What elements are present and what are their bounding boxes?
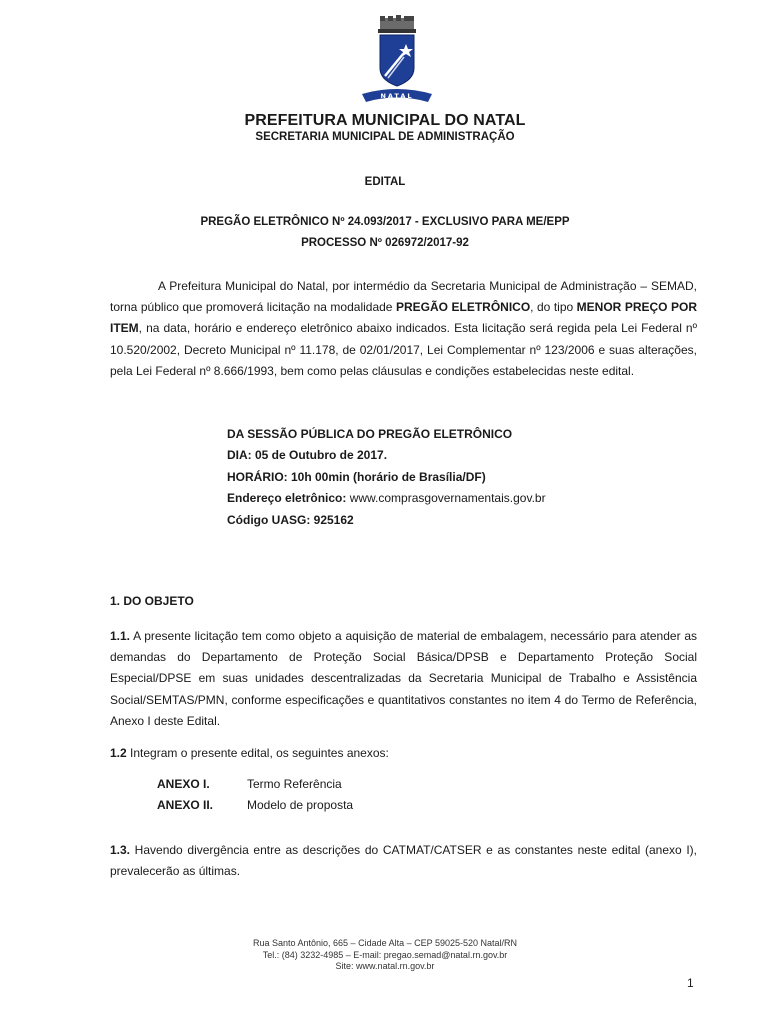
paragraph-1-3: [110, 840, 697, 882]
paragraph-1-2: [110, 743, 697, 764]
logo-ribbon-text: NATAL: [380, 92, 414, 100]
natal-coat-of-arms-logo: [358, 14, 436, 108]
session-time: HORÁRIO: 10h 00min (horário de Brasília/DF): [227, 469, 486, 484]
annex-title: Termo Referência: [247, 777, 342, 791]
intro-type: MENOR PREÇO POR ITEM: [110, 300, 698, 336]
section-heading-objeto: 1. DO OBJETO: [110, 594, 194, 608]
session-uasg: Código UASG: 925162: [227, 512, 354, 527]
footer-address: Rua Santo Antônio, 665 – Cidade Alta – CEP 59025-520 Natal/RN: [252, 938, 517, 948]
session-address-link[interactable]: www.comprasgovernamentais.gov.br: [346, 491, 546, 506]
session-info: [227, 424, 546, 531]
session-address-label: Endereço eletrônico:: [227, 491, 347, 506]
page-footer: [0, 938, 770, 973]
intro-paragraph: [110, 276, 697, 382]
process-number: PROCESSO Nº 026972/2017-92: [301, 237, 469, 249]
paragraph-text: A presente licitação tem como objeto a aquisição de material de embalagem, necessário para atender as demandas do Departamento de Proteção Social Básica/DPSB e Departamento Proteção Social Especial/DPSE em suas unidades descentralizadas da Secretaria Municipal de Trabalho e Assistência Social/SEMTAS/PMN, conforme especificações e quantitativos constantes no item 4 do Termo de Referência, Anexo I deste Edital.: [110, 629, 697, 728]
annex-label: ANEXO I.: [157, 777, 210, 791]
session-date: DIA: 05 de Outubro de 2017.: [227, 448, 388, 463]
paragraph-number: 1.2: [110, 746, 127, 760]
intro-text-1: A Prefeitura Municipal do Natal, por intermédio da Secretaria Municipal de Administração – SEMAD, torna público que promoverá licitação na modalidade: [110, 279, 697, 315]
crown-icon: [378, 15, 416, 33]
annex-title: Modelo de proposta: [247, 798, 354, 812]
secretariat-subtitle: SECRETARIA MUNICIPAL DE ADMINISTRAÇÃO: [255, 131, 515, 143]
page-title: PREFEITURA MUNICIPAL DO NATAL: [244, 112, 526, 129]
annex-label: ANEXO II.: [157, 798, 214, 812]
paragraph-text: Havendo divergência entre as descrições do CATMAT/CATSER e as constantes neste edital (anexo I), prevalecerão as últimas.: [110, 843, 697, 879]
intro-modality: PREGÃO ELETRÔNICO: [395, 300, 531, 315]
paragraph-number: 1.3.: [110, 843, 131, 857]
pregao-number: PREGÃO ELETRÔNICO Nº 24.093/2017 - EXCLUSIVO PARA ME/EPP: [200, 216, 570, 228]
session-address: [227, 488, 546, 509]
footer-site: Site: www.natal.rn.gov.br: [335, 961, 435, 971]
paragraph-number: 1.1.: [110, 629, 131, 643]
intro-text-3: , na data, horário e endereço eletrônico abaixo indicados. Esta licitação será regida pela Lei Federal nº 10.520/2002, Decreto Municipal nº 11.178, de 02/01/2017, Lei Complementar nº 123/2006 e suas alterações, pela Lei Federal nº 8.666/1993, bem como pelas cláusulas e condições estabelecidas neste edital.: [110, 321, 697, 378]
paragraph-1-1: [110, 626, 697, 732]
document-type-heading: EDITAL: [364, 176, 406, 188]
footer-contact: Tel.: (84) 3232-4985 – E-mail: pregao.semad@natal.rn.gov.br: [262, 949, 508, 960]
page-number: 1: [687, 976, 694, 990]
intro-text-2: , do tipo: [530, 300, 577, 315]
paragraph-text: Integram o presente edital, os seguintes anexos:: [126, 746, 389, 760]
session-heading: DA SESSÃO PÚBLICA DO PREGÃO ELETRÔNICO: [227, 427, 513, 441]
